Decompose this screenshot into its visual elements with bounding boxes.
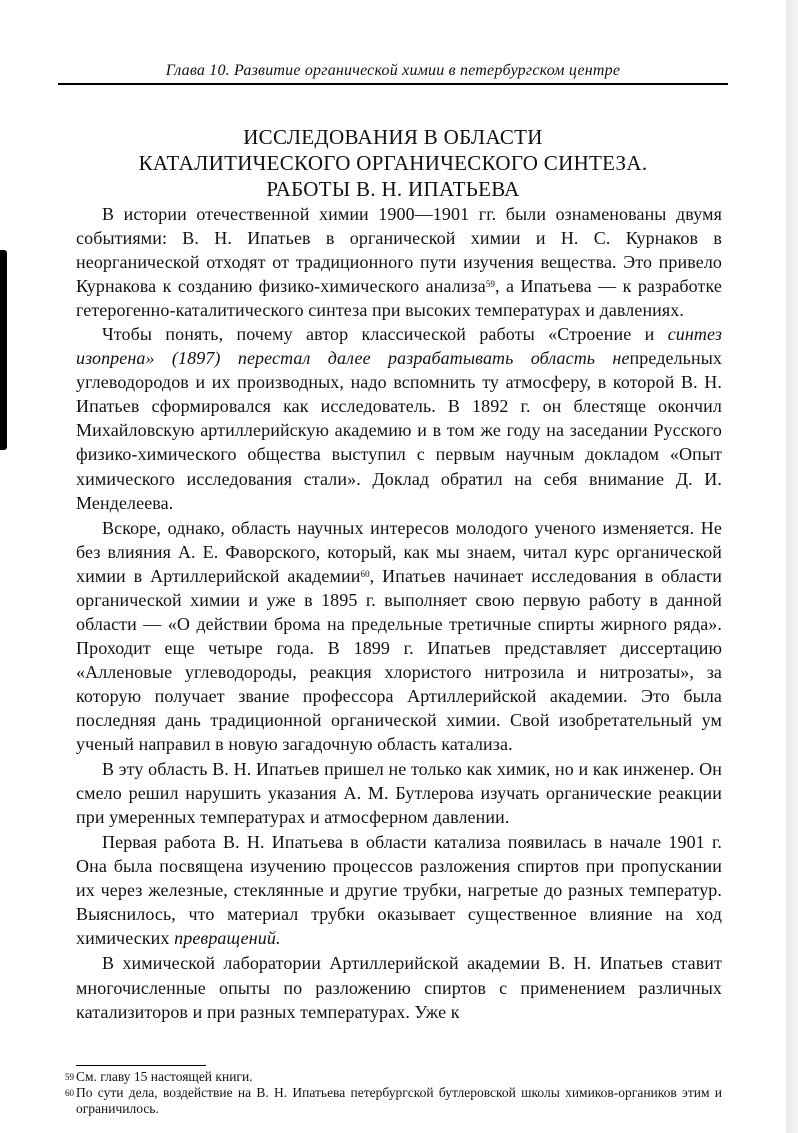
section-title-line: КАТАЛИТИЧЕСКОГО ОРГАНИЧЕСКОГО СИНТЕЗА. — [138, 151, 648, 176]
paragraph-5 — [76, 830, 722, 950]
footnote-number: 60 — [65, 1088, 74, 1098]
footnote-text: По сути дела, воздействие на В. Н. Ипатьева петербургской бутлеровской школы химиков-органиков этим и ограничилось. — [76, 1085, 722, 1116]
footnote-number: 59 — [65, 1072, 74, 1082]
paragraph-italic-text: превращений. — [174, 928, 281, 949]
section-title-line: РАБОТЫ В. Н. ИПАТЬЕВА — [266, 177, 520, 202]
paragraph-2 — [76, 322, 722, 514]
section-title — [58, 124, 728, 202]
footnote — [65, 1085, 722, 1117]
scan-right-margin — [786, 0, 798, 1133]
footnote — [65, 1069, 722, 1085]
paragraph-italic-text: синтез изопрена» (1897) перестал далее разрабатывать область не — [76, 324, 722, 369]
paragraph-text: предельных углеводородов и их производных, надо вспомнить ту атмосферу, в которой В. Н. Ипатьев сформировался как исследователь. В 1892 г. он блестяще окончил Михайловскую артиллерийскую академию и в том же году на заседании Русского физико-химического общества выступил с первым научным докладом «Опыт химического исследования стали». Доклад обратил на себя внимание Д. И. Менделеева. — [76, 348, 722, 513]
footnote-divider — [76, 1065, 206, 1066]
paragraph-4: В эту область В. Н. Ипатьев пришел не только как химик, но и как инженер. Он смело решил нарушить указания А. М. Бутлерова изучать органические реакции при умеренных температурах и атмосферном давлении. — [76, 759, 722, 828]
paragraph-text: , Ипатьев начинает исследования в области органической химии и уже в 1895 г. выполняет свою первую работу в данной области — «О действии брома на предельные третичные спирты жирного ряда». Проходит еще четыре года. В 1899 г. Ипатьев представляет диссертацию «Алленовые углеводороды, реакция хлористого нитрозила и нитрозаты», за которую получает звание профессора Артиллерийской академии. Это была последняя дань традиционной органической химии. Свой изобретательный ум ученый направил в новую загадочную область катализа. — [76, 565, 722, 755]
paragraph-text: Вскоре, однако, область научных интересов молодого ученого изменяется. Не без влияния А. Е. Фаворского, который, как мы знаем, читал курс органической химии в Артиллерийской академии — [76, 517, 722, 586]
paragraph-text: Чтобы понять, почему автор классической работы «Строение и — [102, 324, 668, 345]
paragraph-6: В химической лаборатории Артиллерийской академии В. Н. Ипатьев ставит многочисленные опыты по разложению спиртов с применением различных катализиторов и при разных температурах. Уже к — [76, 953, 722, 1022]
footnote-reference[interactable]: 59 — [485, 279, 496, 290]
paragraph-1 — [76, 202, 722, 322]
body-text — [76, 202, 722, 1025]
paragraph-text: , а Ипатьева — к разработке гетерогенно-каталитического синтеза при высоких температурах и давлениях. — [76, 276, 722, 321]
scan-binding-edge — [0, 250, 7, 450]
paragraph-3 — [76, 516, 722, 756]
paragraph-text: В истории отечественной химии 1900—1901 гг. были ознаменованы двумя событиями: В. Н. Ипатьев в органической химии и Н. С. Курнаков в неорганической отходят от традиционного пути изучения вещества. Это привело Курнакова к созданию физико-химического анализа — [76, 204, 722, 297]
footnotes — [65, 1069, 722, 1117]
footnote-text: См. главу 15 настоящей книги. — [76, 1069, 253, 1084]
footnote-reference[interactable]: 60 — [360, 568, 370, 579]
section-title-line: ИССЛЕДОВАНИЯ В ОБЛАСТИ — [243, 125, 543, 150]
paragraph-text: Первая работа В. Н. Ипатьева в области катализа появилась в начале 1901 г. Она была посвящена изучению процессов разложения спиртов при пропускании их через железные, стеклянные и другие трубки, нагретые до разных температур. Выяснилось, что материал трубки оказывает существенное влияние на ход химических — [76, 832, 722, 949]
running-head: Глава 10. Развитие органической химии в петербургском центре — [58, 62, 728, 85]
